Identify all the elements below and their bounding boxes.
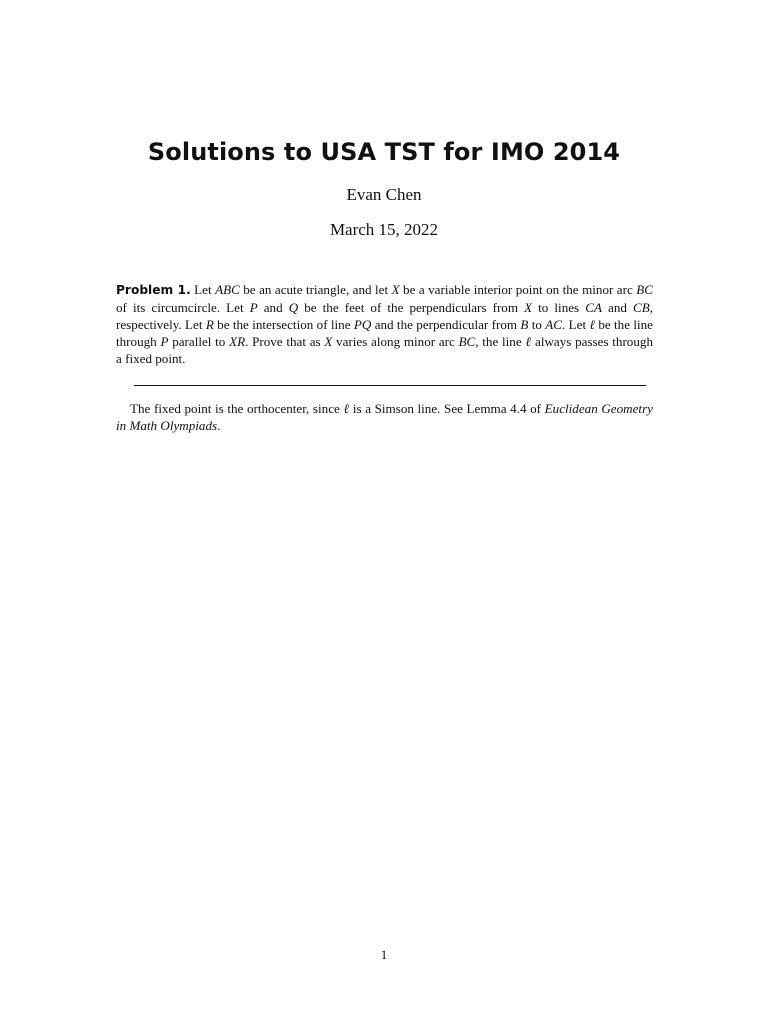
section-divider	[134, 385, 646, 386]
document-date: March 15, 2022	[329, 220, 439, 239]
problem-statement	[116, 281, 653, 367]
math-term: BC	[458, 334, 476, 349]
paper-title: Solutions to USA TST for IMO 2014	[147, 138, 621, 166]
problem-label: Problem 1.	[116, 283, 191, 297]
math-term: ℓ	[343, 401, 350, 416]
math-term: AC	[545, 317, 563, 332]
math-term: PQ	[353, 317, 372, 332]
math-term: Euclidean Geometry in Math Olympiads	[116, 401, 653, 433]
math-term: BC	[636, 282, 653, 297]
math-term: P	[249, 300, 258, 315]
math-term: X	[391, 282, 400, 297]
math-term: Q	[288, 300, 299, 315]
math-term: CB	[633, 300, 650, 315]
math-term: B	[520, 317, 529, 332]
solution-paragraph: The fixed point is the orthocenter, since ℓ is a Simson line. See Lemma 4.4 of Euclidean Geometry in Math Olympiads.	[116, 401, 653, 433]
math-term: ℓ	[525, 334, 532, 349]
math-term: CA	[585, 300, 602, 315]
math-term: XR	[229, 334, 246, 349]
page-number: 1	[380, 947, 388, 962]
author-name: Evan Chen	[346, 185, 422, 204]
math-term: R	[205, 317, 214, 332]
problem-body: Let ABC be an acute triangle, and let X be a variable interior point on the minor arc BC of its circumcircle. Let P and Q be the feet of the perpendiculars from X to lines CA and CB, respectively. Let R be the intersection of line PQ and the perpendicular from B to AC. Let ℓ be the line through P parallel to XR. Prove that as X varies along minor arc BC, the line ℓ always passes through a fixed point.	[116, 282, 654, 366]
math-term: X	[324, 334, 333, 349]
math-term: P	[160, 334, 169, 349]
math-term: ABC	[215, 282, 240, 297]
math-term: X	[524, 300, 533, 315]
math-term: ℓ	[589, 317, 595, 332]
